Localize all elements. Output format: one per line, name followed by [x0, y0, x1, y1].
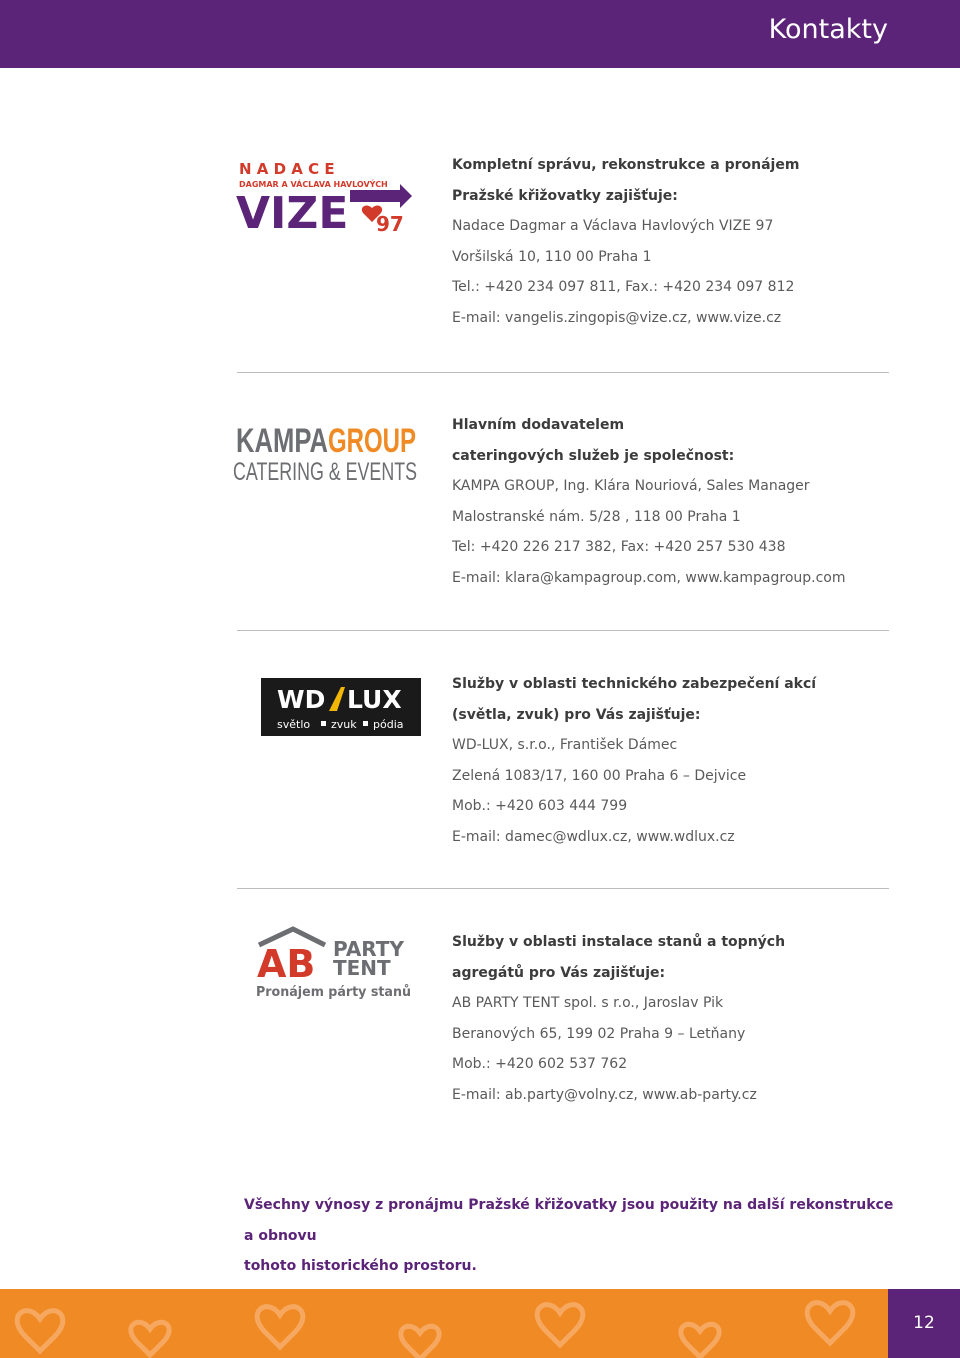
vize-logo-nadace: N A D A C E	[239, 160, 335, 178]
page-number: 12	[888, 1289, 960, 1358]
contact-address: Zelená 1083/17, 160 00 Praha 6 – Dejvice	[452, 767, 747, 784]
heart-icon	[681, 1324, 719, 1357]
wdlux-logo-wd: WD	[277, 685, 326, 714]
kampa-group-logo	[230, 418, 430, 488]
section-divider	[237, 372, 889, 373]
ab-logo-party: PARTY	[333, 937, 404, 961]
wdlux-logo-tag: pódia	[373, 718, 404, 731]
contact-vize-text	[452, 150, 892, 333]
contact-heading: cateringových služeb je společnost:	[452, 447, 735, 464]
vize-logo-subtitle: DAGMAR A VÁCLAVA HAVLOVÝCH	[239, 180, 388, 189]
heart-icon	[131, 1322, 169, 1355]
vize-97-logo	[230, 156, 430, 239]
contact-heading: Služby v oblasti instalace stanů a topných	[452, 934, 786, 950]
contact-email: E-mail: ab.party@volny.cz, www.ab-party.cz	[452, 1086, 757, 1103]
contact-phone: Tel: +420 226 217 382, Fax: +420 257 530 438	[452, 539, 786, 555]
wd-lux-logo	[242, 678, 442, 738]
ab-logo-tent: TENT	[333, 956, 391, 980]
contact-address: Malostranské nám. 5/28 , 118 00 Praha 1	[452, 508, 741, 525]
vize-logo-mark: VIZE	[236, 188, 349, 239]
wdlux-logo-lux: LUX	[347, 685, 402, 714]
kampa-logo-group: GROUP	[328, 422, 416, 460]
note-line: Všechny výnosy z pronájmu Pražské křižovatky jsou použity na další rekonstrukce a obnovu	[244, 1197, 894, 1244]
contact-phone: Mob.: +420 602 537 762	[452, 1056, 628, 1072]
contact-heading: Kompletní správu, rekonstrukce a pronájem	[452, 157, 800, 173]
page-title: Kontakty	[768, 14, 888, 45]
ab-logo-sub: Pronájem párty stanů	[256, 985, 411, 1000]
heart-icon	[17, 1311, 63, 1351]
kampa-logo-kampa: KAMPA	[236, 422, 328, 460]
contact-email: E-mail: vangelis.zingopis@vize.cz, www.vize.cz	[452, 309, 782, 326]
heart-icon	[807, 1303, 853, 1343]
heart-icon	[401, 1326, 439, 1358]
contact-phone: Mob.: +420 603 444 799	[452, 798, 628, 814]
contact-heading: Služby v oblasti technického zabezpečení akcí	[452, 676, 817, 692]
vize-logo-number: 97	[376, 212, 404, 236]
kampa-logo-sub: CATERING & EVENTS	[233, 458, 417, 486]
ab-logo-ab: AB	[257, 942, 316, 986]
contact-phone: Tel.: +420 234 097 811, Fax.: +420 234 097 812	[452, 279, 795, 295]
contact-kampa-text	[452, 410, 892, 593]
contact-address: Beranových 65, 199 02 Praha 9 – Letňany	[452, 1025, 746, 1042]
contact-company: AB PARTY TENT spol. s r.o., Jaroslav Pik	[452, 995, 724, 1011]
contact-address: Voršilská 10, 110 00 Praha 1	[452, 248, 652, 265]
contact-email: E-mail: damec@wdlux.cz, www.wdlux.cz	[452, 828, 735, 845]
contact-company: KAMPA GROUP, Ing. Klára Nouriová, Sales Manager	[452, 478, 810, 494]
note-line: tohoto historického prostoru.	[244, 1258, 477, 1274]
contact-heading: Pražské křižovatky zajišťuje:	[452, 187, 678, 204]
contact-wdlux-text	[452, 669, 892, 852]
proceeds-note	[244, 1190, 904, 1282]
contact-abparty-text	[452, 927, 892, 1110]
heart-icon	[257, 1307, 303, 1347]
page-footer	[0, 1289, 960, 1358]
contact-heading: (světla, zvuk) pro Vás zajišťuje:	[452, 706, 701, 723]
wdlux-logo-tag: zvuk	[331, 718, 357, 731]
section-divider	[237, 888, 889, 889]
contact-company: Nadace Dagmar a Václava Havlových VIZE 97	[452, 218, 774, 234]
page-header	[0, 0, 960, 68]
heart-icon	[537, 1305, 583, 1345]
ab-party-tent-logo	[238, 927, 438, 1003]
contact-company: WD-LUX, s.r.o., František Dámec	[452, 737, 678, 753]
wdlux-logo-tag: světlo	[277, 718, 311, 731]
section-divider	[237, 630, 889, 631]
heart-pattern	[0, 1289, 888, 1358]
contact-heading: agregátů pro Vás zajišťuje:	[452, 964, 666, 981]
contact-heading: Hlavním dodavatelem	[452, 417, 625, 433]
contact-email: E-mail: klara@kampagroup.com, www.kampagroup.com	[452, 569, 846, 586]
